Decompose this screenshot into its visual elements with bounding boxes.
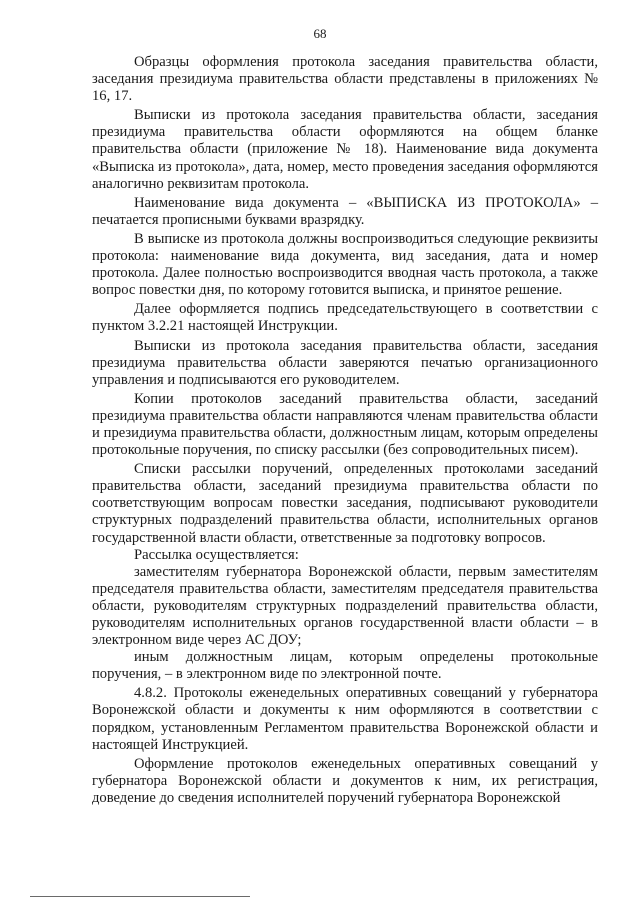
paragraph-extracts-blank: Выписки из протокола заседания правительства области, заседания президиума правительства области оформляются на общем бланке правительства области (приложение № 18). Наименование вида документа «Выписка из протокола», дата, номер, место проведения заседания оформляются аналогично реквизитам протокола. (92, 107, 598, 192)
footer-divider (30, 896, 250, 897)
paragraph-signature: Далее оформляется подпись председательствующего в соответствии с пунктом 3.2.21 настоящей Инструкции. (92, 301, 598, 335)
paragraph-extract-title: Наименование вида документа – «ВЫПИСКА ИЗ ПРОТОКОЛА» – печатается прописными буквами вразрядку. (92, 194, 598, 228)
paragraph-section-4-8-2: 4.8.2. Протоколы еженедельных оперативных совещаний у губернатора Воронежской области и документы к ним оформляются в соответствии с порядком, установленным Регламентом правительства Воронежской области и настоящей Инструкцией. (92, 685, 598, 753)
paragraph-copies: Копии протоколов заседаний правительства области, заседаний президиума правительства области направляются членам правительства области и президиума правительства области, должностным лицам, которым определены протокольные поручения, по списку рассылки (без сопроводительных писем). (92, 390, 598, 459)
paragraph-distribution-intro: Рассылка осуществляется: (134, 546, 299, 563)
paragraph-extract-requisites: В выписке из протокола должны воспроизводиться следующие реквизиты протокола: наименование вида документа, вид заседания, дата и номер протокола. Далее полностью воспроизводится вводная часть протокола, а также вопрос повестки дня, по которому готовится выписка, и принятое решение. (92, 230, 598, 299)
paragraph-samples-reference: Образцы оформления протокола заседания правительства области, заседания президиума правительства области представлены в приложениях № 16, 17. (92, 54, 598, 105)
page-number: 68 (313, 26, 327, 41)
paragraph-distribution-deputies: заместителям губернатора Воронежской области, первым заместителям председателя правительства области, заместителям председателя правительства области, руководителям структурных подразделений правительства области, руководителям исполнительных органов государственной власти области – в электронном виде через АС ДОУ; (92, 563, 598, 649)
paragraph-distribution-lists: Списки рассылки поручений, определенных протоколами заседаний правительства области, заседаний президиума правительства области по соответствующим вопросам повестки заседания, подписывают руководители структурных подразделений правительства области, исполнительных органов государственной власти области, ответственные за подготовку вопросов. (92, 461, 598, 546)
paragraph-certification: Выписки из протокола заседания правительства области, заседания президиума правительства области заверяются печатью организационного управления и подписываются его руководителем. (92, 337, 598, 388)
document-body (92, 54, 598, 807)
paragraph-meeting-protocols: Оформление протоколов еженедельных оперативных совещаний у губернатора Воронежской области и документов к ним, их регистрация, доведение до сведения исполнителей поручений губернатора Воронежской (92, 755, 598, 806)
paragraph-distribution-officials: иным должностным лицам, которым определены протокольные поручения, – в электронном виде по электронной почте. (92, 649, 598, 683)
